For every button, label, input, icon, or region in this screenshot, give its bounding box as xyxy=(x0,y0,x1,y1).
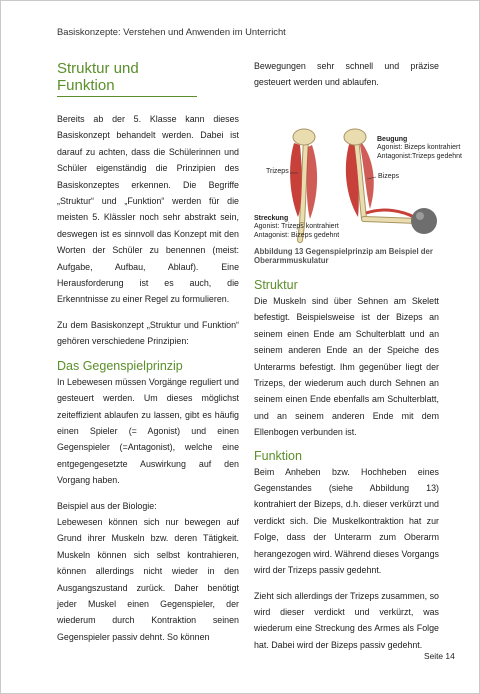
label-beugung: Beugung Agonist: Bizeps kontrahiert Antagonist:Trizeps gedehnt xyxy=(377,135,462,160)
right-column xyxy=(254,58,462,653)
subtitle-struktur: Struktur xyxy=(254,278,298,292)
funktion-paragraph-1: Beim Anheben bzw. Hochheben eines Gegenstandes (siehe Abbildung 13) kontrahiert der Bizeps, d.h. dieser verkürzt und verdickt sich. Die Muskelkontraktion hat zur Folge, dass der Unterarm zum Oberarm herangezogen wird. Während dieses Vorgangs wird der Trizeps passiv gedehnt. xyxy=(254,466,439,576)
running-head: Basiskonzepte: Verstehen und Anwenden im Unterricht xyxy=(57,26,286,37)
struktur-paragraph: Die Muskeln sind über Sehnen am Skelett befestigt. Beispielsweise ist der Bizeps an seinem einen Ende am Schulterblatt und an seinem anderen Ende an der Speiche des Unterarms befestigt. Ihm gegenüber liegt der Trizeps, der wiederum auch durch Sehnen an seinem einen Ende ebenfalls am Schulterblatt, und an seinem anderen Ende mit dem Ellenbogen verbunden ist. xyxy=(254,296,439,438)
page-number: Seite 14 xyxy=(424,651,455,661)
subtitle-funktion: Funktion xyxy=(254,448,302,463)
biology-example-label: Beispiel aus der Biologie: xyxy=(57,500,157,511)
ball-weight xyxy=(411,208,437,234)
biology-example-paragraph: Lebewesen können sich nur bewegen auf Grund ihrer Muskeln bzw. deren Tätigkeit. Muskeln können sich selbst kontrahieren, können allerdings nicht wieder in den Ausgangszustand zurück. Daher benötigt jeder Muskel einen Gegenspieler, der wiederum durch Kontraktion seinen Gegenspieler passiv dehnt. So können xyxy=(57,516,239,642)
left-column xyxy=(57,58,239,645)
section-title-struktur-und-funktion: Struktur und Funktion xyxy=(57,60,197,97)
principles-paragraph: Zu dem Basiskonzept „Struktur und Funktion“ gehören verschiedene Prinzipien: xyxy=(57,319,239,347)
gegenspielprinzip-paragraph: In Lebewesen müssen Vorgänge reguliert und gesteuert werden. Um dieses möglichst zeiteffizient ablaufen zu lassen, gibt es häufig einen Spieler (= Agonist) und einen Gegenspieler (=Antagonist), welche eine entgegengesetzte Auswirkung auf den Vorgang haben. xyxy=(57,376,239,486)
intro-paragraph: Bereits ab der 5. Klasse kann dieses Basiskonzept behandelt werden. Dabei ist darauf zu achten, dass die Schülerinnen und Schüler eigenständig die Prinzipien des Basiskonzeptes erkennen. Die Begriffe „Struktur“ und „Funktion“ werden für die meisten 5. Klässler noch sehr abstrakt sein, deswegen ist es sinnvoll das Konzept mit den Worten der Schüler zu benennen (meist: Aufgabe, Aufbau, Ablauf). Eine Herausforderung ist es auch, die Erkenntnisse zu einer Regel zu formulieren. xyxy=(57,114,239,305)
arm-muscle-figure xyxy=(254,97,462,245)
funktion-paragraph-2: Zieht sich allerdings der Trizeps zusammen, so wird dieser verdickt und verkürzt, was wiederum eine Streckung des Armes als Folge hat. Dabei wird der Bizeps passiv gedehnt. xyxy=(254,590,439,650)
figure-caption: Abbildung 13 Gegenspielprinzip am Beispiel der Oberarmmuskulatur xyxy=(254,246,433,266)
label-trizeps: Trizeps xyxy=(266,167,289,175)
subtitle-gegenspielprinzip: Das Gegenspielprinzip xyxy=(57,358,183,373)
label-bizeps: Bizeps xyxy=(378,172,400,180)
continued-paragraph: Bewegungen sehr schnell und präzise gesteuert werden und ablaufen. xyxy=(254,61,439,88)
label-streckung: Streckung Agonist: Trizeps kontrahiert Antagonist: Bizeps gedehnt xyxy=(254,214,340,239)
